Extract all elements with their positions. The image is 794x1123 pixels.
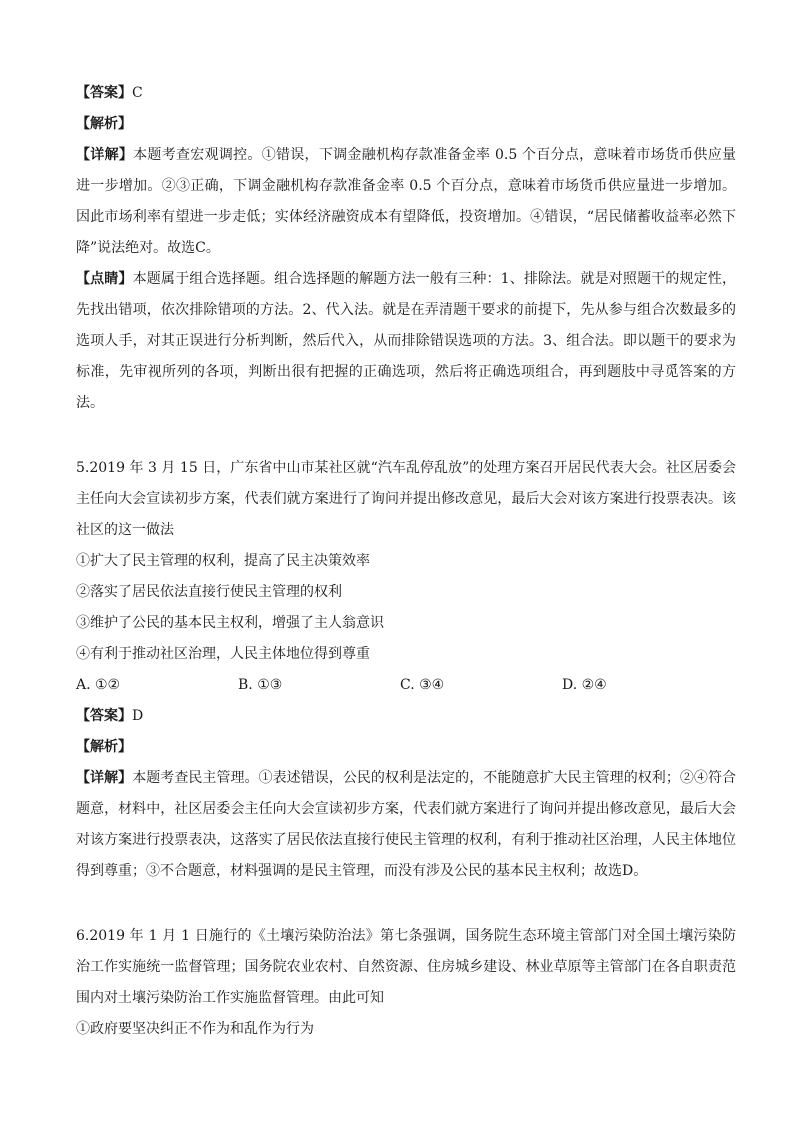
detail-text: 本题考查民主管理。①表述错误，公民的权利是法定的，不能随意扩大民主管理的权利；②④符合题意，材料中，社区居委会主任向大会宣读初步方案，代表们就方案进行了询问并提出修改意见，最后大会对该方案进行投票表决，这落实了居民依法直接行使民主管理的权利，有利于推动社区治理，人民主体地位得到尊重；③不合题意，材料强调的是民主管理，而没有涉及公民的基本民主权利；故选D。 (76, 770, 737, 879)
q5-statement: ②落实了居民依法直接行使民主管理的权利 (76, 584, 342, 600)
detail-tag: 【详解】 (76, 147, 134, 163)
q5-options (76, 670, 736, 701)
q4-detail (76, 140, 736, 264)
comment-tag: 【点睛】 (76, 271, 133, 287)
q6-statement: ①政府要坚决纠正不作为和乱作为行为 (76, 1021, 314, 1037)
document-page (76, 78, 736, 1045)
q5-answer-line (76, 701, 736, 732)
q5-statement: ①扩大了民主管理的权利，提高了民主决策效率 (76, 553, 370, 569)
spacer (76, 887, 736, 921)
q5-statement: ④有利于推动社区治理，人民主体地位得到尊重 (76, 646, 370, 662)
q4-answer-line (76, 78, 736, 109)
option-b: B. ①③ (238, 677, 283, 693)
answer-tag: 【答案】 (76, 708, 132, 724)
q5-detail (76, 763, 736, 887)
q5-stem: 5.2019 年 3 月 15 日，广东省中山市某社区就“汽车乱停乱放”的处理方案召开居民代表大会。社区居委会主任向大会宣读初步方案，代表们就方案进行了询问并提出修改意见，最后大会对该方案进行投票表决。该社区的这一做法 (76, 460, 736, 538)
detail-text: 本题考查宏观调控。①错误，下调金融机构存款准备金率 0.5 个百分点，意味着市场货币供应量进一步增加。②③正确，下调金融机构存款准备金率 0.5 个百分点，意味着市场货币供应量进一步增加。因此市场利率有望进一步走低；实体经济融资成本有望降低，投资增加。④错误，“居民储蓄收益率必然下降”说法绝对。故选C。 (76, 147, 736, 256)
q6-stem: 6.2019 年 1 月 1 日施行的《土壤污染防治法》第七条强调，国务院生态环境主管部门对全国土壤污染防治工作实施统一监督管理；国务院农业农村、自然资源、住房城乡建设、林业草原等主管部门在各自职责范围内对土壤污染防治工作实施监督管理。由此可知 (76, 928, 736, 1006)
option-d: D. ②④ (562, 677, 607, 693)
q5-analysis-line (76, 732, 736, 763)
answer-value: D (132, 708, 144, 724)
q5-statement: ③维护了公民的基本民主权利，增强了主人翁意识 (76, 615, 384, 631)
option-a: A. ①② (76, 677, 121, 693)
comment-text: 本题属于组合选择题。组合选择题的解题方法一般有三种：1、排除法。就是对照题干的规定性，先找出错项，依次排除错项的方法。2、代入法。就是在弄清题干要求的前提下，先从参与组合次数最多的选项人手，对其正误进行分析判断，然后代入，从而排除错误选项的方法。3、组合法。即以题干的要求为标准，先审视所列的各项，判断出很有把握的正确选项，然后将正确选项组合，再到题肢中寻觅答案的方法。 (76, 271, 737, 411)
detail-tag: 【详解】 (76, 770, 133, 786)
q4-comment (76, 264, 736, 419)
spacer (76, 419, 736, 453)
analysis-tag: 【解析】 (76, 116, 132, 132)
answer-value: C (132, 85, 143, 101)
answer-tag: 【答案】 (76, 85, 132, 101)
q4-analysis-line (76, 109, 736, 140)
analysis-tag: 【解析】 (76, 739, 132, 755)
option-c: C. ③④ (400, 677, 445, 693)
